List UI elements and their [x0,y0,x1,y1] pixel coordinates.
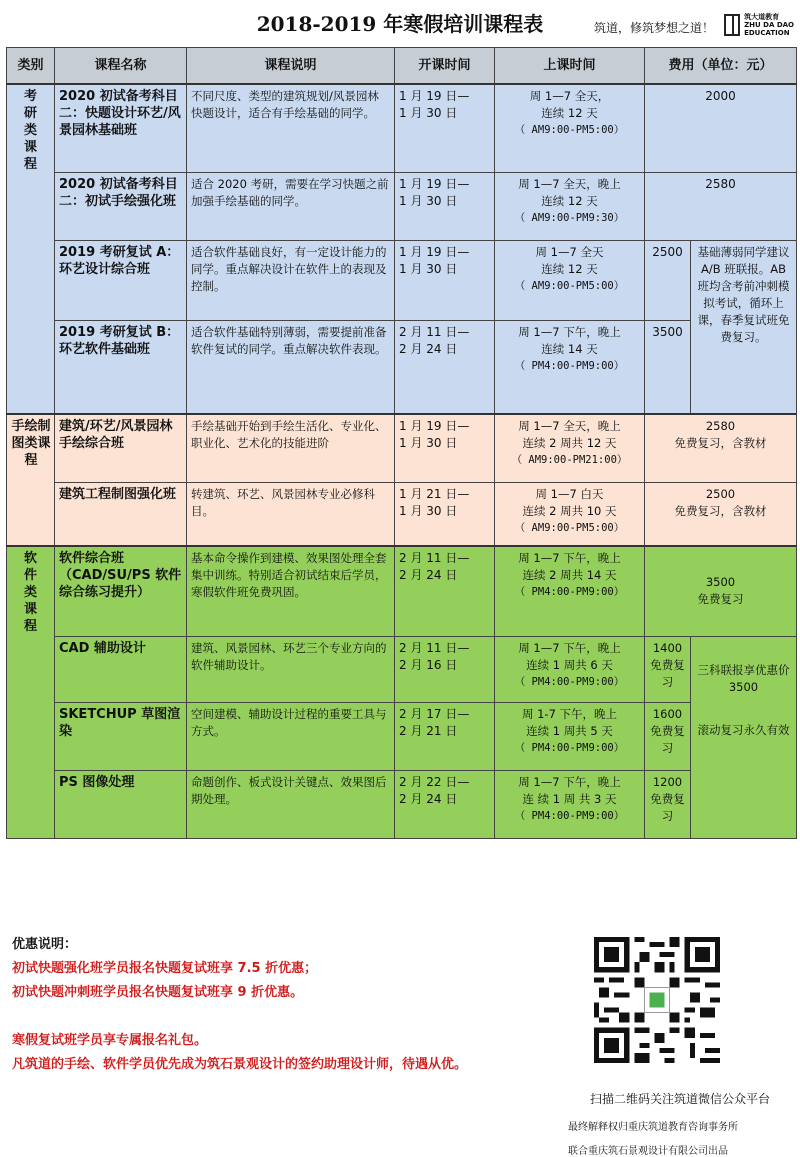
course-time [495,320,645,414]
course-time [495,482,645,546]
time-hours: （ AM9:00-PM5:00） [514,521,625,534]
discount-line: 初试快题冲刺班学员报名快题复试班享 9 折优惠。 [12,985,304,1000]
time-days: 周 1—7 下午，晚上 [518,551,621,565]
header-start: 开课时间 [395,48,495,85]
start-from: 1 月 19 日— [399,244,470,259]
course-start [395,240,495,320]
time-span: 连续 2 周共 12 天 [522,436,617,450]
course-time [495,240,645,320]
start-to: 2 月 24 日 [399,568,458,582]
slogan: 筑道，修筑梦想之道！ [594,21,715,35]
fee-note: 免费复习 [650,723,685,755]
start-to: 1 月 30 日 [399,261,458,276]
course-name: SKETCHUP 草图渲染 [55,702,187,770]
review-note: 滚动复习永久有效 [697,722,790,737]
fee-amount: 1400 [652,640,683,655]
course-fee [645,636,691,702]
start-to: 1 月 30 日 [399,106,458,120]
time-span: 连续 12 天 [541,193,598,208]
logo-icon [724,14,740,36]
course-name: CAD 辅助设计 [55,636,187,702]
schedule-table [6,47,797,839]
table-row [7,414,797,482]
discount-heading: 优惠说明： [12,937,78,952]
time-days: 周 1—7 全天，晚上 [518,419,621,433]
header-category: 类别 [7,48,55,85]
fee-note: 免费复习，含教材 [674,503,767,518]
start-to: 2 月 16 日 [399,657,458,672]
course-name: 2019 考研复试 A：环艺设计综合班 [55,240,187,320]
discount-line: 凡筑道的手绘、软件学员优先成为筑石景观设计的签约助理设计师，待遇从优。 [12,1057,468,1072]
time-span: 连续 12 天 [541,106,598,120]
footer-line: 最终解释权归重庆筑道教育咨询事务所 [568,1122,738,1133]
course-name: 软件综合班（CAD/SU/PS 软件综合练习提升） [55,546,187,636]
course-start [395,172,495,240]
category-software-label: 软件类课程 [23,551,37,634]
fee-amount: 2500 [705,486,736,501]
category-exam-label: 考研类课程 [23,89,37,172]
time-hours: （ PM4:00-PM9:00） [514,675,625,688]
course-name: 建筑/环艺/风景园林手绘综合班 [55,414,187,482]
course-time [495,770,645,838]
time-days: 周 1—7 全天， [529,89,610,103]
start-from: 1 月 19 日— [399,176,470,191]
course-time [495,546,645,636]
header-time: 上课时间 [495,48,645,85]
course-start [395,702,495,770]
start-from: 2 月 17 日— [399,706,470,721]
course-time [495,84,645,172]
table-header-row [7,48,797,85]
course-desc: 适合软件基础良好，有一定设计能力的同学。重点解决设计在软件上的表现及控制。 [187,240,395,320]
course-name: 建筑工程制图强化班 [55,482,187,546]
start-from: 1 月 19 日— [399,419,470,433]
time-span: 连 续 1 周 共 3 天 [522,791,617,806]
course-desc: 基本命令操作到建模、效果图处理全套集中训练。特别适合初试结束后学员，寒假软件班免费巩固。 [187,546,395,636]
start-to: 2 月 21 日 [399,723,458,738]
time-hours: （ PM4:00-PM9:00） [514,586,625,598]
time-days: 周 1—7 下午，晚上 [518,324,621,339]
course-start [395,546,495,636]
header-desc: 课程说明 [187,48,395,85]
course-name: 2019 考研复试 B：环艺软件基础班 [55,320,187,414]
time-span: 连续 2 周共 14 天 [522,568,617,582]
time-span: 连续 14 天 [541,341,598,356]
start-to: 1 月 30 日 [399,436,458,450]
course-fee: 2000 [645,84,797,172]
course-fee [645,702,691,770]
start-from: 1 月 19 日— [399,89,470,103]
course-desc: 适合 2020 考研，需要在学习快题之前加强手绘基础的同学。 [187,172,395,240]
course-fee [645,546,797,636]
software-bundle-note [691,636,797,838]
time-hours: （ PM4:00-PM9:00） [514,741,625,754]
time-span: 连续 1 周共 6 天 [526,657,613,672]
time-hours: （ AM9:00-PM9:30） [514,211,625,224]
start-from: 2 月 11 日— [399,640,470,655]
time-days: 周 1—7 全天，晚上 [518,176,621,191]
course-desc: 空间建模、辅助设计过程的重要工具与方式。 [187,702,395,770]
start-from: 2 月 22 日— [399,774,470,789]
category-software [7,546,55,838]
course-start [395,770,495,838]
time-hours: （ AM9:00-PM5:00） [514,124,625,136]
ab-package-note: 基础薄弱同学建议 A/B 班联报。AB 班均含考前冲刺模拟考试，循环上课，春季复试班免费复习。 [691,240,797,414]
course-desc: 建筑、风景园林、环艺三个专业方向的软件辅助设计。 [187,636,395,702]
course-fee [645,770,691,838]
category-drawing-label: 手绘制图类课程 [11,419,51,468]
course-time [495,414,645,482]
table-row [7,546,797,636]
course-fee [645,482,797,546]
course-desc: 转建筑、环艺、风景园林专业必修科目。 [187,482,395,546]
course-fee: 2580 [645,172,797,240]
course-fee: 2500 [645,240,691,320]
course-desc: 适合软件基础特别薄弱，需要提前准备软件复试的同学。重点解决软件表现。 [187,320,395,414]
course-time [495,702,645,770]
start-to: 1 月 30 日 [399,193,458,208]
fee-amount: 2580 [705,419,736,433]
course-fee [645,414,797,482]
fee-amount: 1200 [652,774,683,789]
table-row [7,240,797,320]
page-title: 2018-2019 年寒假培训课程表 [256,12,544,36]
time-span: 连续 2 周共 10 天 [522,503,617,518]
logo-en1: ZHU DA DAO [744,21,794,29]
time-days: 周 1—7 白天 [535,486,604,501]
start-from: 2 月 11 日— [399,324,470,339]
table-row [7,702,797,770]
time-span: 连续 12 天 [541,261,598,276]
time-hours: （ AM9:00-PM21:00） [511,454,628,466]
table-row [7,770,797,838]
table-row [7,84,797,172]
fee-note: 免费复习，含教材 [674,436,767,450]
brand-logo [724,10,794,40]
fee-note: 免费复习 [650,657,685,689]
course-name: PS 图像处理 [55,770,187,838]
logo-en2: EDUCATION [744,29,790,37]
course-fee: 3500 [645,320,691,414]
table-row [7,320,797,414]
time-span: 连续 1 周共 5 天 [526,723,613,738]
start-from: 1 月 21 日— [399,486,470,501]
time-days: 周 1—7 下午，晚上 [518,774,621,789]
table-row [7,636,797,702]
course-name: 2020 初试备考科目二：快题设计环艺/风景园林基础班 [55,84,187,172]
table-row [7,482,797,546]
course-start [395,414,495,482]
discount-line: 寒假复试班学员享专属报名礼包。 [12,1033,208,1048]
course-start [395,482,495,546]
header-name: 课程名称 [55,48,187,85]
start-from: 2 月 11 日— [399,551,470,565]
fee-note: 免费复习 [697,592,744,607]
qr-code[interactable] [594,937,720,1063]
category-exam [7,84,55,414]
bundle-price-note: 三科联报享优惠价 3500 [697,662,790,694]
time-days: 周 1-7 下午，晚上 [521,706,618,721]
time-days: 周 1—7 下午，晚上 [518,640,621,655]
fee-amount: 1600 [652,706,683,721]
discount-notes [12,933,467,1077]
course-name: 2020 初试备考科目二：初试手绘强化班 [55,172,187,240]
footer-line: 联合重庆筑石景观设计有限公司出品 [568,1146,728,1157]
category-drawing [7,414,55,546]
course-time [495,172,645,240]
time-hours: （ PM4:00-PM9:00） [514,809,625,822]
time-hours: （ PM4:00-PM9:00） [514,359,625,372]
start-to: 1 月 30 日 [399,503,458,518]
course-desc: 手绘基础开始到手绘生活化、专业化、职业化、艺术化的技能进阶 [187,414,395,482]
course-start [395,320,495,414]
course-start [395,84,495,172]
logo-cn: 筑大道教育 [744,13,780,21]
course-desc: 不同尺度、类型的建筑规划/风景园林快题设计，适合有手绘基础的同学。 [187,84,395,172]
table-row [7,172,797,240]
start-to: 2 月 24 日 [399,791,458,806]
course-time [495,636,645,702]
header-fee: 费用（单位：元） [645,48,797,85]
start-to: 2 月 24 日 [399,341,458,356]
discount-line: 初试快题强化班学员报名快题复试班享 7.5 折优惠； [12,961,318,976]
qr-caption: 扫描二维码关注筑道微信公众平台 [590,1092,771,1106]
time-days: 周 1—7 全天 [535,244,604,259]
fee-note: 免费复习 [650,791,685,823]
time-hours: （ AM9:00-PM5:00） [514,279,625,292]
course-desc: 命题创作、板式设计关键点、效果图后期处理。 [187,770,395,838]
fee-amount: 3500 [705,575,736,590]
course-start [395,636,495,702]
